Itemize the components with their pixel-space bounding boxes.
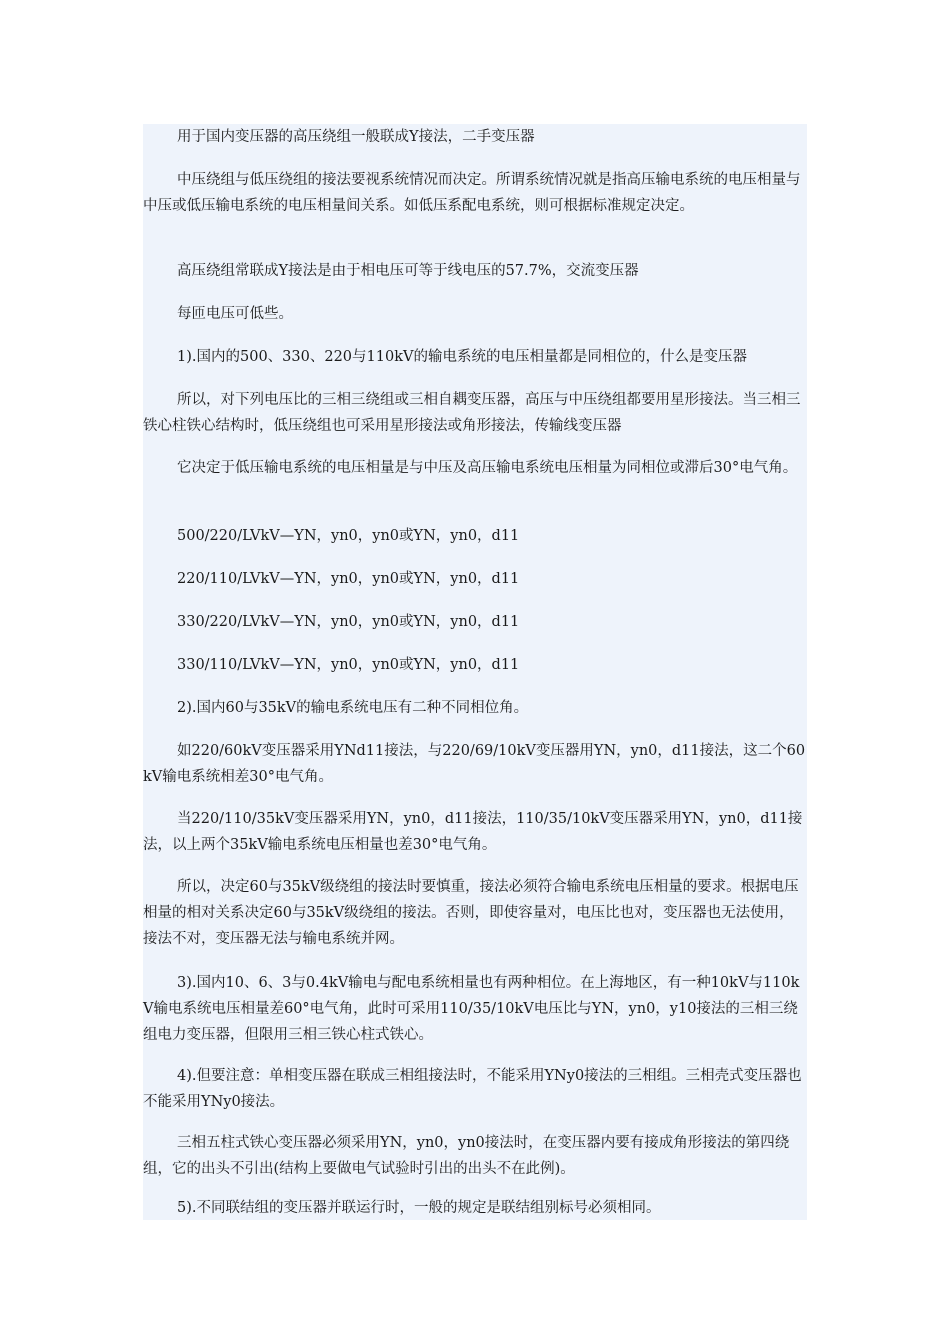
- paragraph: 用于国内变压器的高压绕组一般联成Y接法，二手变压器: [177, 129, 535, 145]
- paragraph: 3).国内10、6、3与0.4kV输电与配电系统相量也有两种相位。在上海地区，有一种10kV与110kV输电系统电压相量差60°电气角，此时可采用110/35/10kV电压比与YN，yn0，y10接法的三相三绕组电力变压器，但限用三相三铁心柱式铁心。: [143, 975, 800, 1043]
- paragraph: 所以，对下列电压比的三相三绕组或三相自耦变压器，高压与中压绕组都要用星形接法。当三相三铁心柱铁心结构时，低压绕组也可采用星形接法或角形接法，传输线变压器: [143, 392, 801, 434]
- paragraph: 330/110/LVkV—YN，yn0，yn0或YN，yn0，d11: [177, 657, 520, 673]
- paragraph: 220/110/LVkV—YN，yn0，yn0或YN，yn0，d11: [177, 571, 520, 587]
- paragraph: 330/220/LVkV—YN，yn0，yn0或YN，yn0，d11: [177, 614, 520, 630]
- paragraph: 500/220/LVkV—YN，yn0，yn0或YN，yn0，d11: [177, 528, 520, 544]
- paragraph: 高压绕组常联成Y接法是由于相电压可等于线电压的57.7%，交流变压器: [177, 263, 639, 279]
- paragraph: 三相五柱式铁心变压器必须采用YN，yn0，yn0接法时，在变压器内要有接成角形接法的第四绕组，它的出头不引出(结构上要做电气试验时引出的出头不在此例)。: [143, 1135, 790, 1177]
- article-body: [143, 124, 807, 1220]
- paragraph: 所以，决定60与35kV级绕组的接法时要慎重，接法必须符合输电系统电压相量的要求。根据电压相量的相对关系决定60与35kV级绕组的接法。否则，即使容量对，电压比也对，变压器也无法使用，接法不对，变压器无法与输电系统并网。: [143, 879, 799, 947]
- paragraph: 1).国内的500、330、220与110kV的输电系统的电压相量都是同相位的，什么是变压器: [177, 349, 747, 365]
- paragraph: 如220/60kV变压器采用YNd11接法，与220/69/10kV变压器用YN，yn0，d11接法，这二个60kV输电系统相差30°电气角。: [143, 743, 806, 785]
- paragraph: 每匝电压可低些。: [177, 306, 293, 322]
- paragraph: 它决定于低压输电系统的电压相量是与中压及高压输电系统电压相量为同相位或滞后30°电气角。: [177, 460, 798, 476]
- paragraph: 5).不同联结组的变压器并联运行时，一般的规定是联结组别标号必须相同。: [177, 1200, 661, 1216]
- paragraph: 2).国内60与35kV的输电系统电压有二种不同相位角。: [177, 700, 529, 716]
- paragraph: 当220/110/35kV变压器采用YN，yn0，d11接法，110/35/10kV变压器采用YN，yn0，d11接法，以上两个35kV输电系统电压相量也差30°电气角。: [143, 811, 803, 853]
- paragraph: 4).但要注意：单相变压器在联成三相组接法时，不能采用YNy0接法的三相组。三相壳式变压器也不能采用YNy0接法。: [143, 1068, 802, 1110]
- paragraph: 中压绕组与低压绕组的接法要视系统情况而决定。所谓系统情况就是指高压输电系统的电压相量与中压或低压输电系统的电压相量间关系。如低压系配电系统，则可根据标准规定决定。: [143, 172, 801, 214]
